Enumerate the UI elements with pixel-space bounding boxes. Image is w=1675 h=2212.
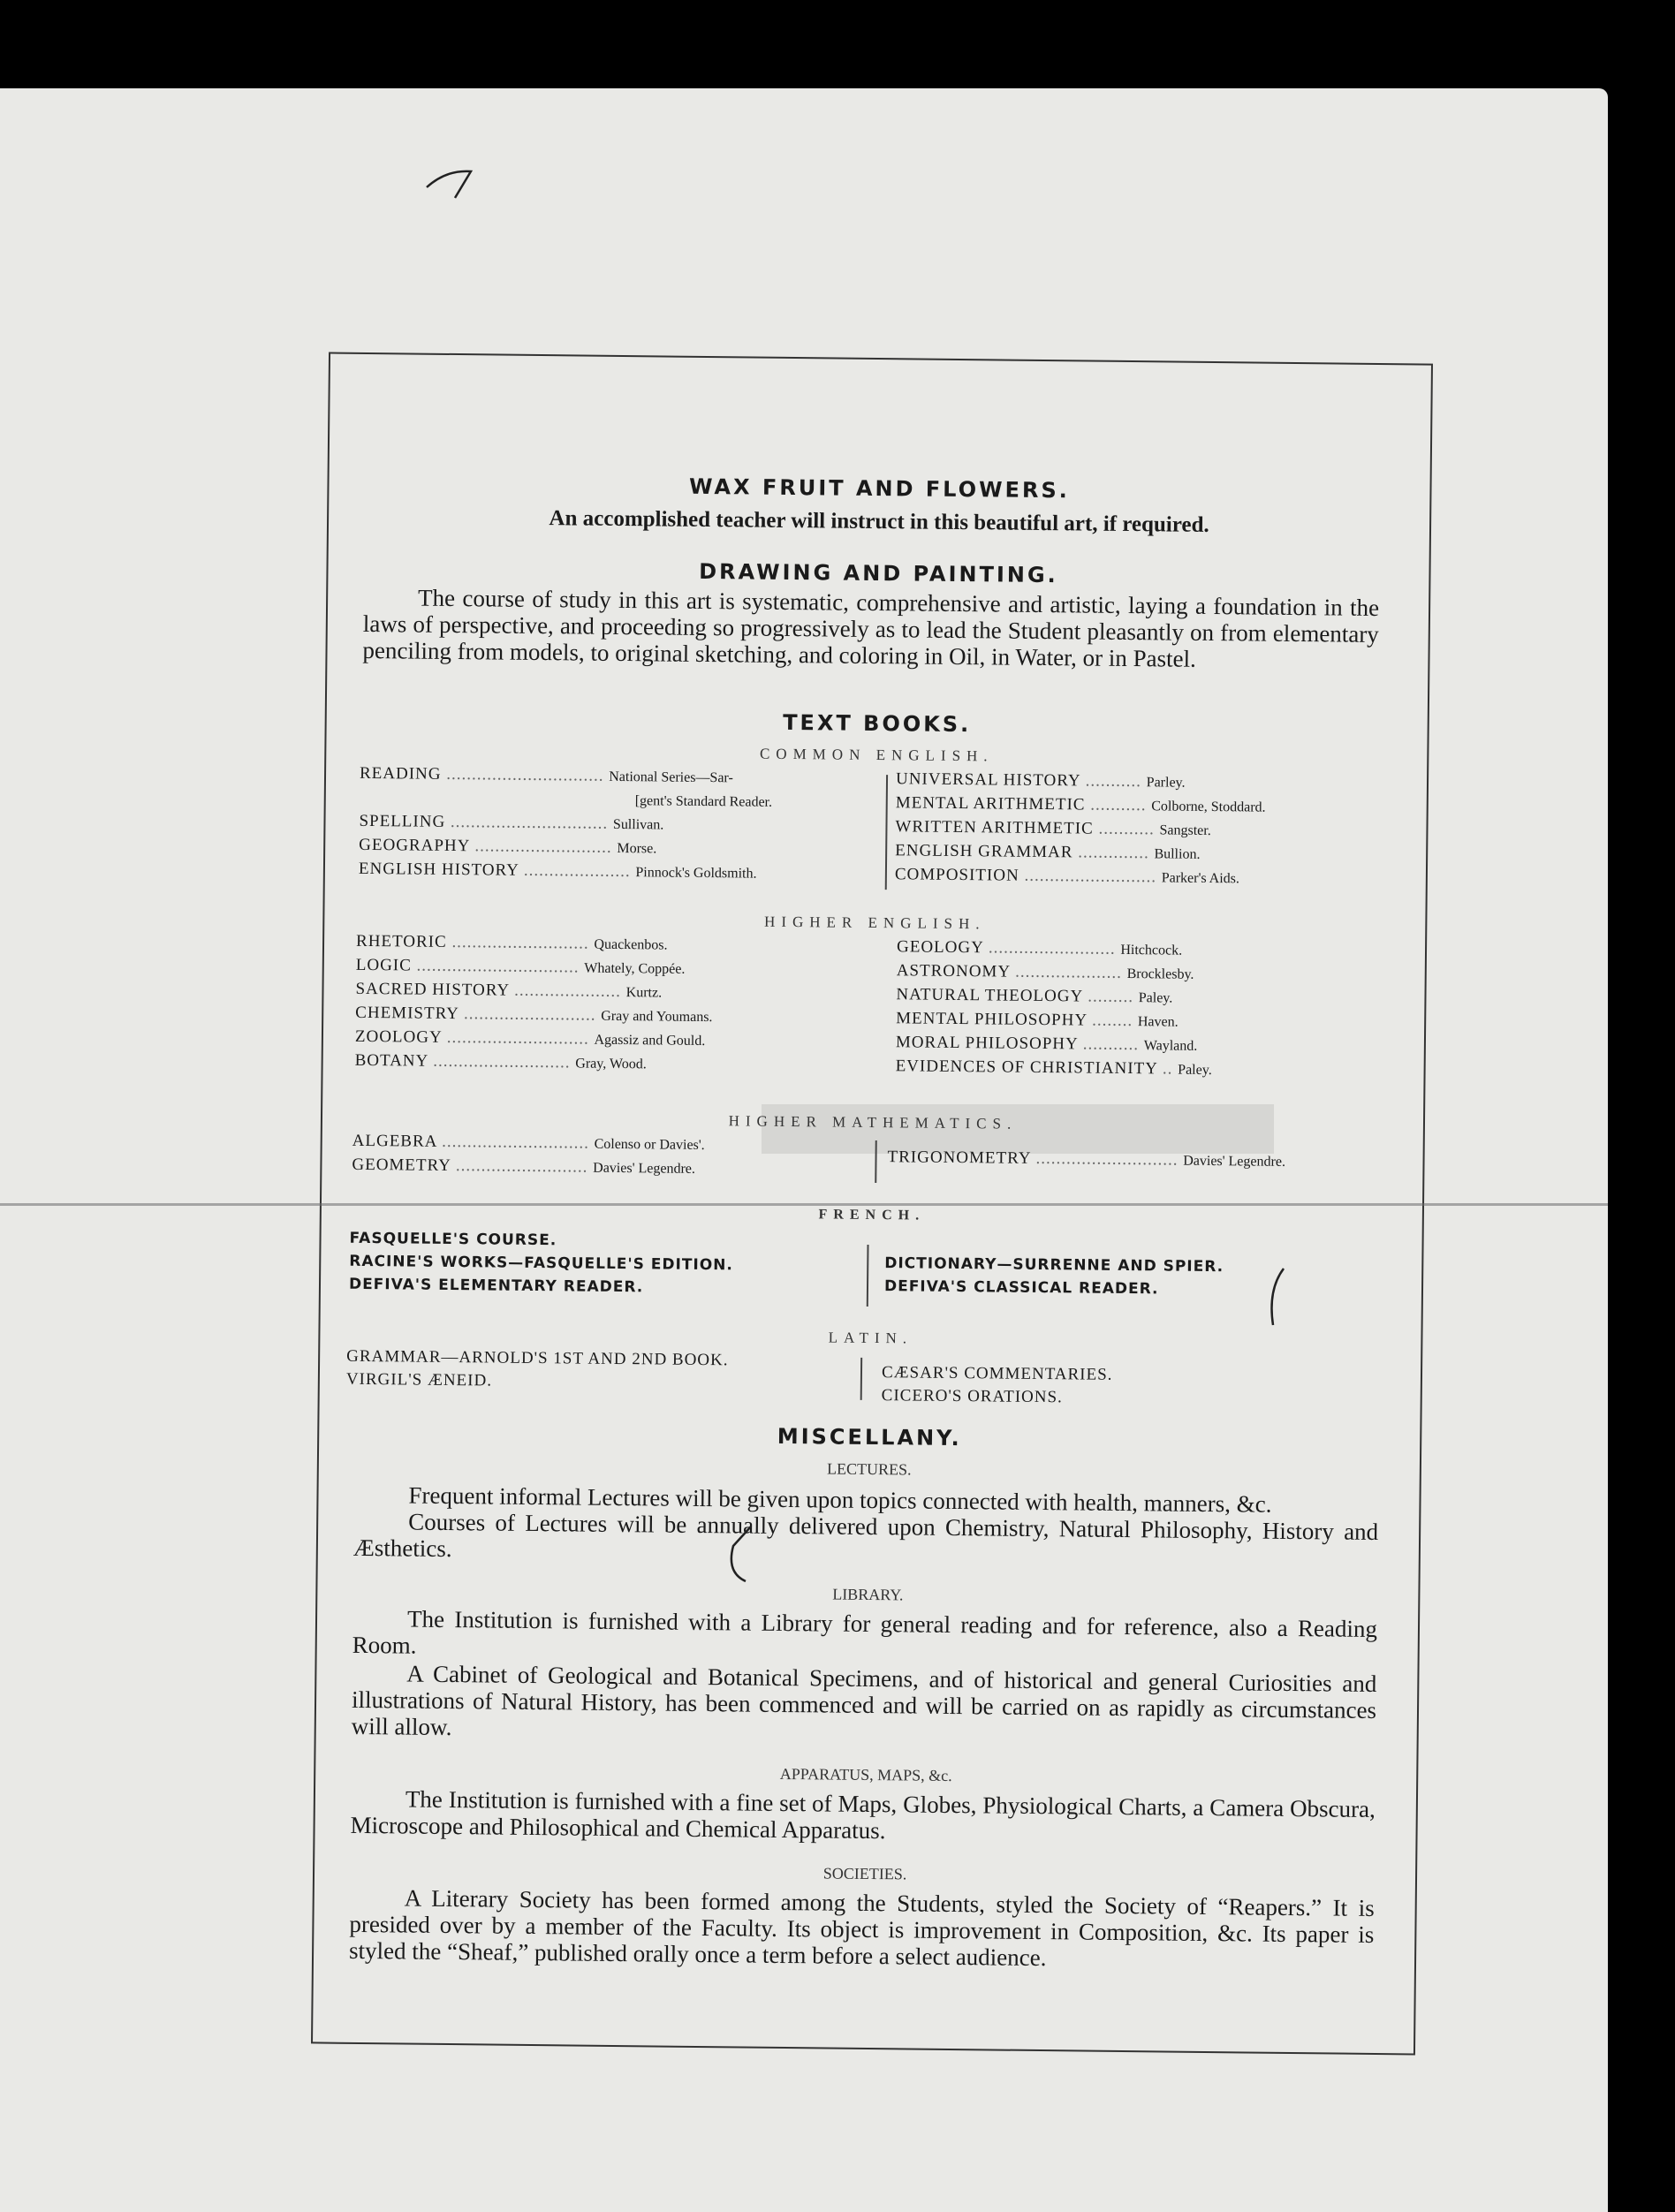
leader-dots: .......................... — [1019, 866, 1162, 887]
leader-dots: ......................... — [983, 938, 1121, 958]
book-title: Hitchcock. — [1120, 942, 1183, 958]
book-row: DICTIONARY—SURRENNE AND SPIER. — [884, 1254, 1224, 1276]
book-title: Sangster. — [1159, 822, 1211, 838]
leader-dots: ............................... — [445, 812, 614, 833]
higher-english-right — [895, 936, 1391, 1084]
leader-dots: ..................... — [509, 981, 626, 1002]
leader-dots: ........................... — [469, 837, 618, 857]
subject-label: LOGIC — [355, 955, 412, 975]
subject-label: READING — [359, 763, 442, 784]
leader-dots: .......................... — [451, 1156, 594, 1177]
leader-dots: ............................. — [436, 1132, 595, 1153]
book-title: [gent's Standard Reader. — [634, 793, 773, 810]
apparatus-p1: The Institution is furnished with a fine set of Maps, Globes, Physiological Charts, a Camera Obscura, Microscope and Philosophical and Chemical Apparatus. — [350, 1785, 1376, 1845]
subject-label: RHETORIC — [355, 931, 447, 951]
societies-p1: A Literary Society has been formed among the Students, styled the Society of “Reapers.” It is presided over by a member of the Faculty. Its object is improvement in Composition, &c. Its paper is styled the “Sheaf,” published orally once a term before a select audience. — [348, 1884, 1375, 1972]
subject-label: UNIVERSAL HISTORY — [895, 769, 1081, 791]
column-divider — [860, 1358, 863, 1400]
leader-dots: .. — [1157, 1059, 1179, 1079]
subject-label: TRIGONOMETRY — [887, 1148, 1031, 1168]
subject-label: ENGLISH HISTORY — [358, 859, 519, 880]
french-left — [349, 1227, 733, 1300]
handwritten-mark — [420, 161, 481, 205]
library-p2: A Cabinet of Geological and Botanical Specimens, and of historical and general Curiosities and illustrations of Natural History, has been commenced and will be carried on as rapidly as circumstances will allow. — [351, 1660, 1377, 1741]
book-title: Pinnock's Goldsmith. — [635, 865, 757, 882]
column-divider — [875, 1140, 877, 1183]
higher-math-left — [352, 1130, 865, 1183]
leader-dots: ..................... — [519, 860, 636, 882]
book-row — [352, 1154, 864, 1183]
document-page — [0, 88, 1608, 2212]
textbooks-title: TEXT BOOKS. — [783, 709, 972, 738]
higher-math-heading: HIGHER MATHEMATICS. — [728, 1112, 1018, 1133]
subject-label: MENTAL PHILOSOPHY — [896, 1009, 1088, 1030]
book-title: Parley. — [1146, 775, 1186, 791]
book-row: DEFIVA'S ELEMENTARY READER. — [348, 1275, 644, 1297]
handwritten-mark — [716, 1519, 769, 1590]
book-title: Colenso or Davies'. — [594, 1136, 705, 1154]
french-right — [884, 1252, 1224, 1301]
subject-label: ENGLISH GRAMMAR — [895, 841, 1073, 862]
book-title: Morse. — [617, 840, 657, 857]
subject-label: GEOMETRY — [352, 1155, 451, 1176]
societies-heading: SOCIETIES. — [822, 1864, 907, 1883]
book-title: Whately, Coppée. — [584, 960, 686, 977]
book-title: Davies' Legendre. — [593, 1160, 696, 1177]
latin-right — [882, 1361, 1113, 1410]
leader-dots: .......................... — [459, 1004, 602, 1025]
book-row: CÆSAR'S COMMENTARIES. — [881, 1363, 1113, 1384]
column-divider — [867, 1245, 869, 1307]
book-title: Wayland. — [1143, 1038, 1198, 1054]
book-title: Kurtz. — [625, 985, 663, 1001]
handwritten-mark — [1259, 1263, 1294, 1334]
book-row: FASQUELLE'S COURSE. — [349, 1229, 557, 1250]
latin-heading: LATIN. — [828, 1329, 913, 1347]
common-english-heading: COMMON ENGLISH. — [759, 745, 994, 765]
book-row: RACINE'S WORKS—FASQUELLE'S EDITION. — [349, 1252, 734, 1275]
leader-dots: ........................... — [428, 1051, 576, 1072]
french-heading: FRENCH. — [818, 1207, 926, 1223]
book-title: Parker's Aids. — [1161, 870, 1240, 887]
column-divider — [885, 775, 888, 890]
wax-title: WAX FRUIT AND FLOWERS. — [688, 473, 1071, 504]
book-row: DEFIVA'S CLASSICAL READER. — [883, 1277, 1159, 1299]
book-title: Paley. — [1178, 1062, 1212, 1079]
subject-label: GEOLOGY — [896, 937, 984, 958]
subject-label: SPELLING — [359, 811, 446, 831]
book-title: Sullivan. — [612, 816, 664, 833]
book-title: Gray and Youmans. — [601, 1008, 713, 1026]
leader-dots: ........................... — [446, 932, 595, 953]
book-title: Brocklesby. — [1126, 966, 1194, 982]
leader-dots: ................................ — [411, 956, 585, 977]
drawing-title: DRAWING AND PAINTING. — [699, 558, 1058, 588]
higher-math-right — [887, 1146, 1382, 1175]
leader-dots: ........ — [1087, 1011, 1139, 1031]
higher-english-left — [355, 930, 869, 1079]
book-title: Colborne, Stoddard. — [1151, 799, 1266, 815]
common-english-right — [895, 768, 1391, 892]
leader-dots: .............. — [1072, 843, 1155, 863]
book-row — [887, 1146, 1382, 1175]
book-row — [895, 863, 1390, 892]
leader-dots: ......... — [1082, 987, 1139, 1007]
subject-label: ASTRONOMY — [896, 961, 1011, 981]
subject-label: ALGEBRA — [352, 1131, 437, 1151]
library-p1: The Institution is furnished with a Library for general reading and for reference, also a Reading Room. — [352, 1605, 1378, 1659]
leader-dots: ........... — [1077, 1034, 1144, 1055]
book-row — [355, 1049, 868, 1079]
book-title: Quackenbos. — [594, 936, 668, 953]
subject-label: WRITTEN ARITHMETIC — [895, 817, 1094, 838]
book-title: National Series—Sar- — [609, 769, 733, 786]
miscellany-title: MISCELLANY. — [777, 1423, 962, 1451]
lectures-heading: LECTURES. — [826, 1459, 912, 1479]
subject-label: BOTANY — [354, 1050, 428, 1071]
leader-dots: ............................... — [441, 764, 610, 785]
subject-label: MORAL PHILOSOPHY — [895, 1033, 1079, 1054]
book-title: Paley. — [1138, 990, 1173, 1006]
leader-dots: ........... — [1080, 771, 1147, 792]
book-row: CICERO'S ORATIONS. — [881, 1386, 1063, 1407]
book-title: Gray, Wood. — [575, 1056, 647, 1072]
book-row — [895, 1055, 1390, 1084]
subject-label: COMPOSITION — [894, 865, 1019, 885]
leader-dots: ........... — [1093, 819, 1160, 839]
subject-label: CHEMISTRY — [355, 1003, 459, 1024]
lectures-p2: Courses of Lectures will be annually delivered upon Chemistry, Natural Philosophy, History and Æsthetics. — [352, 1508, 1379, 1563]
subject-label: MENTAL ARITHMETIC — [895, 793, 1086, 814]
wax-text: An accomplished teacher will instruct in this beautiful art, if required. — [549, 506, 1209, 537]
library-heading: LIBRARY. — [832, 1585, 904, 1604]
content-frame — [311, 352, 1433, 2056]
leader-dots: ............................ — [1030, 1148, 1184, 1170]
leader-dots: ..................... — [1010, 962, 1127, 983]
latin-left — [346, 1345, 729, 1396]
leader-dots: ........... — [1085, 795, 1152, 815]
book-title: Agassiz and Gould. — [594, 1032, 706, 1049]
subject-label: EVIDENCES OF CHRISTIANITY — [895, 1057, 1158, 1079]
subject-label: NATURAL THEOLOGY — [896, 985, 1083, 1006]
subject-label: ZOOLOGY — [354, 1026, 443, 1047]
book-row — [359, 858, 871, 887]
leader-dots: ............................ — [441, 1027, 595, 1049]
subject-label: GEOGRAPHY — [359, 835, 470, 856]
subject-label: SACRED HISTORY — [355, 979, 510, 1000]
higher-english-heading: HIGHER ENGLISH. — [764, 913, 986, 933]
book-row: VIRGIL'S ÆNEID. — [345, 1369, 493, 1390]
book-title: Bullion. — [1154, 846, 1201, 862]
lectures-p1: Frequent informal Lectures will be given upon topics connected with health, manners, &c. — [408, 1481, 1272, 1518]
drawing-text: The course of study in this art is systematic, comprehensive and artistic, laying a foundation in the laws of perspective, and proceeding so progressively as to lead the Student pleasantly on from elementary penciling from models, to original sketching, and coloring in Oil, in Water, or in Pastel. — [362, 584, 1380, 672]
common-english-left — [359, 762, 872, 887]
book-title: Davies' Legendre. — [1183, 1153, 1286, 1170]
book-title: Haven. — [1137, 1014, 1179, 1030]
book-row: GRAMMAR—ARNOLD'S 1ST AND 2ND BOOK. — [346, 1346, 729, 1370]
apparatus-heading: APPARATUS, MAPS, &c. — [779, 1764, 952, 1784]
